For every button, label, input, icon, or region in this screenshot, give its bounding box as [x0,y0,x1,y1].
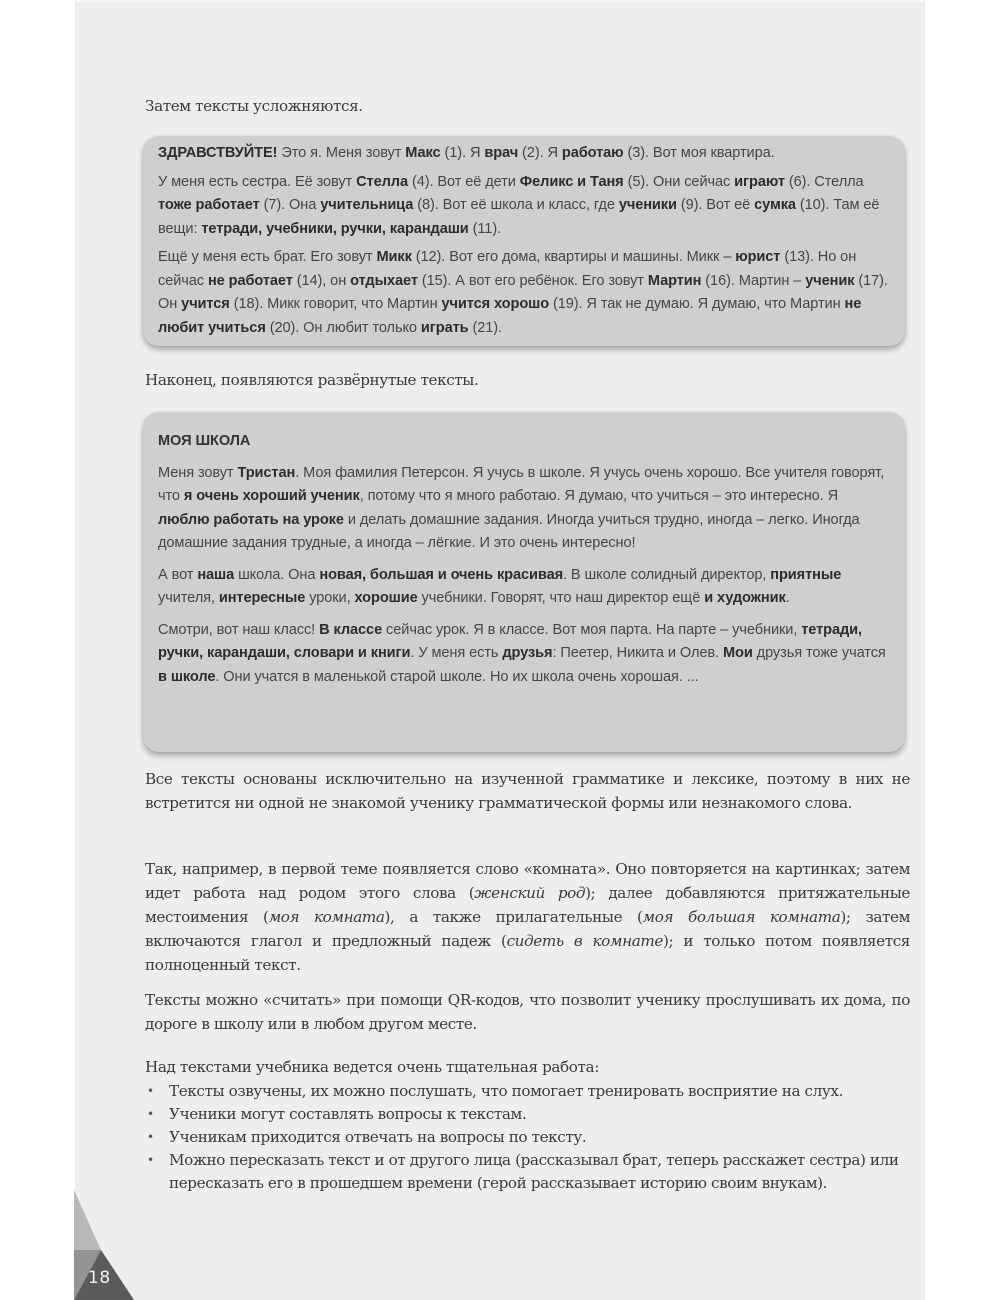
box2-title: МОЯ ШКОЛА [158,433,251,449]
paragraph-qr-codes: Тексты можно «считать» при помощи QR-кодов, что позволит ученику прослушивать их дома, по дороге в школу или в любом другом месте. [145,991,910,1033]
intro-text-2: Наконец, появляются развёрнутые тексты. [145,371,479,389]
list-item: • Тексты озвучены, их можно послушать, что помогает тренировать восприятие на слух. [145,1080,915,1103]
list-item: • Можно пересказать текст и от другого лица (рассказывал брат, теперь расскажет сестра) или пересказать его в прошедшем времени (герой рассказывает историю своим внукам). [145,1149,915,1195]
paragraph-texts-based-on-grammar: Все тексты основаны исключительно на изученной грамматике и лексике, поэтому в них не встретится ни одной не знакомой ученику грамматической формы или незнакомого слова. [145,770,910,812]
intro-text-1: Затем тексты усложняются. [145,97,363,115]
box2-paragraph-3: Смотри, вот наш класс! В классе сейчас урок. Я в классе. Вот моя парта. На парте – учебники, тетради, ручки, карандаши, словари и книги. У меня есть друзья: Пеетер, Никита и Олев. Мои друзья тоже учатся в школе. Они учатся в маленькой старой школе. Но их школа очень хорошая. ... [158,621,886,685]
box1-paragraph-1: ЗДРАВСТВУЙТЕ! Это я. Меня зовут Макс (1). Я врач (2). Я работаю (3). Вот моя квартира. [158,145,775,161]
box2-paragraph-2: А вот наша школа. Она новая, большая и очень красивая. В школе солидный директор, приятные учителя, интересные уроки, хорошие учебники. Говорят, что наш директор ещё и художник. [158,566,842,606]
work-on-texts-list [145,1080,915,1195]
list-item: • Ученики могут составлять вопросы к текстам. [145,1103,915,1126]
example-text-box-1 [143,136,905,346]
box2-paragraph-1: Меня зовут Тристан. Моя фамилия Петерсон. Я учусь в школе. Я учусь очень хорошо. Все учителя говорят, что я очень хороший ученик, потому что я много работаю. Я думаю, что учиться – это интересно. Я люблю работать на уроке и делать домашние задания. Иногда учиться трудно, иногда – легко. Иногда домашние задания трудные, а иногда – лёгкие. И это очень интересно! [158,464,885,551]
page-number: 18 [88,1268,111,1288]
paragraph-example-komnata: Так, например, в первой теме появляется слово «комната». Оно повторяется на картинках; затем идет работа над родом этого слова (женский род); далее добавляются притяжательные местоимения (моя комната), а также прилагательные (моя большая комната); затем включаются глагол и предложный падеж (сидеть в комнате); и только потом появляется полноценный текст. [145,860,910,974]
paragraph-work-on-texts: Над текстами учебника ведется очень тщательная работа: [145,1058,599,1076]
example-text-box-2 [143,412,905,752]
box1-paragraph-2: У меня есть сестра. Её зовут Стелла (4). Вот её дети Феликс и Таня (5). Они сейчас играют (6). Стелла тоже работает (7). Она учительница (8). Вот её школа и класс, где ученики (9). Вот её сумка (10). Там её вещи: тетради, учебники, ручки, карандаши (11). [158,173,880,237]
list-item: • Ученикам приходится отвечать на вопросы по тексту. [145,1126,915,1149]
box1-paragraph-3: Ещё у меня есть брат. Его зовут Микк (12). Вот его дома, квартиры и машины. Микк – юрист (13). Но он сейчас не работает (14), он отдыхает (15). А вот его ребёнок. Его зовут Мартин (16). Мартин – ученик (17). Он учится (18). Микк говорит, что Мартин учится хорошо (19). Я так не думаю. Я думаю, что Мартин не любит учиться (20). Он любит только играть (21). [158,249,888,336]
